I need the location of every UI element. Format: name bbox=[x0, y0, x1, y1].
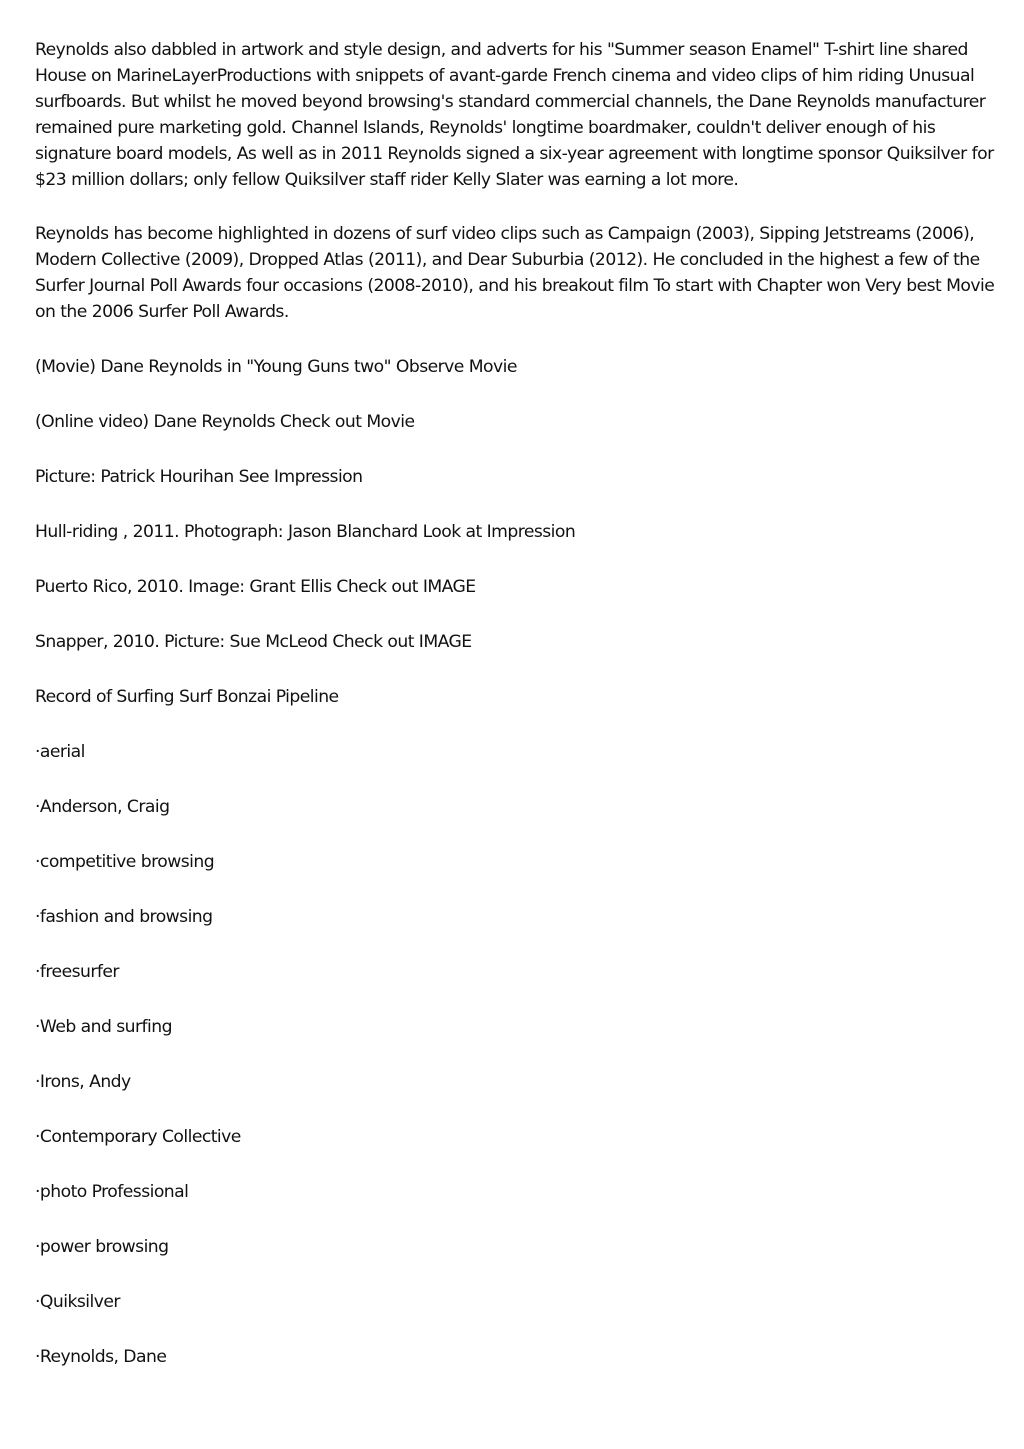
media-line-record-of-surfing[interactable]: Record of Surfing Surf Bonzai Pipeline bbox=[35, 687, 339, 707]
body-paragraph-1: Reynolds also dabbled in artwork and style design, and adverts for his "Summer season Enamel" T-shirt line shared House on MarineLayerProductions with snippets of avant-garde French cinema and video clips of him riding Unusual surfboards. But whilst he moved beyond browsing's standard commercial channels, the Dane Reynolds manufacturer remained pure marketing gold. Channel Islands, Reynolds' longtime boardmaker, couldn't deliver enough of his signature board models, As well as in 2011 Reynolds signed a six-year agreement with longtime sponsor Quiksilver for $23 million dollars; only fellow Quiksilver staff rider Kelly Slater was earning a lot more. bbox=[35, 40, 994, 190]
media-line-online-video[interactable]: (Online video) Dane Reynolds Check out Movie bbox=[35, 412, 415, 432]
tag-item[interactable]: ·Quiksilver bbox=[35, 1292, 120, 1312]
tag-item[interactable]: ·freesurfer bbox=[35, 962, 119, 982]
tag-item[interactable]: ·Web and surfing bbox=[35, 1017, 172, 1037]
body-paragraph-2: Reynolds has become highlighted in dozens of surf video clips such as Campaign (2003), Sipping Jetstreams (2006), Modern Collective (2009), Dropped Atlas (2011), and Dear Suburbia (2012). He concluded in the highest a few of the Surfer Journal Poll Awards four occasions (2008-2010), and his breakout film To start with Chapter won Very best Movie on the 2006 Surfer Poll Awards. bbox=[35, 224, 995, 322]
tag-item[interactable]: ·Contemporary Collective bbox=[35, 1127, 241, 1147]
media-line-snapper[interactable]: Snapper, 2010. Picture: Sue McLeod Check out IMAGE bbox=[35, 632, 472, 652]
tag-item[interactable]: ·Irons, Andy bbox=[35, 1072, 131, 1092]
content-lines bbox=[35, 354, 997, 1370]
tag-item[interactable]: ·photo Professional bbox=[35, 1182, 189, 1202]
tag-item[interactable]: ·fashion and browsing bbox=[35, 907, 213, 927]
tag-item[interactable]: ·Anderson, Craig bbox=[35, 797, 170, 817]
media-line-hull-riding[interactable]: Hull-riding , 2011. Photograph: Jason Blanchard Look at Impression bbox=[35, 522, 576, 542]
spacer bbox=[35, 325, 997, 354]
document-page bbox=[35, 37, 997, 1370]
media-line-picture-hourihan[interactable]: Picture: Patrick Hourihan See Impression bbox=[35, 467, 363, 487]
tag-item[interactable]: ·power browsing bbox=[35, 1237, 169, 1257]
tag-item[interactable]: ·aerial bbox=[35, 742, 85, 762]
media-line-movie-young-guns[interactable]: (Movie) Dane Reynolds in "Young Guns two" Observe Movie bbox=[35, 357, 517, 377]
tag-item[interactable]: ·Reynolds, Dane bbox=[35, 1347, 167, 1367]
tag-item[interactable]: ·competitive browsing bbox=[35, 852, 215, 872]
media-line-puerto-rico[interactable]: Puerto Rico, 2010. Image: Grant Ellis Check out IMAGE bbox=[35, 577, 476, 597]
